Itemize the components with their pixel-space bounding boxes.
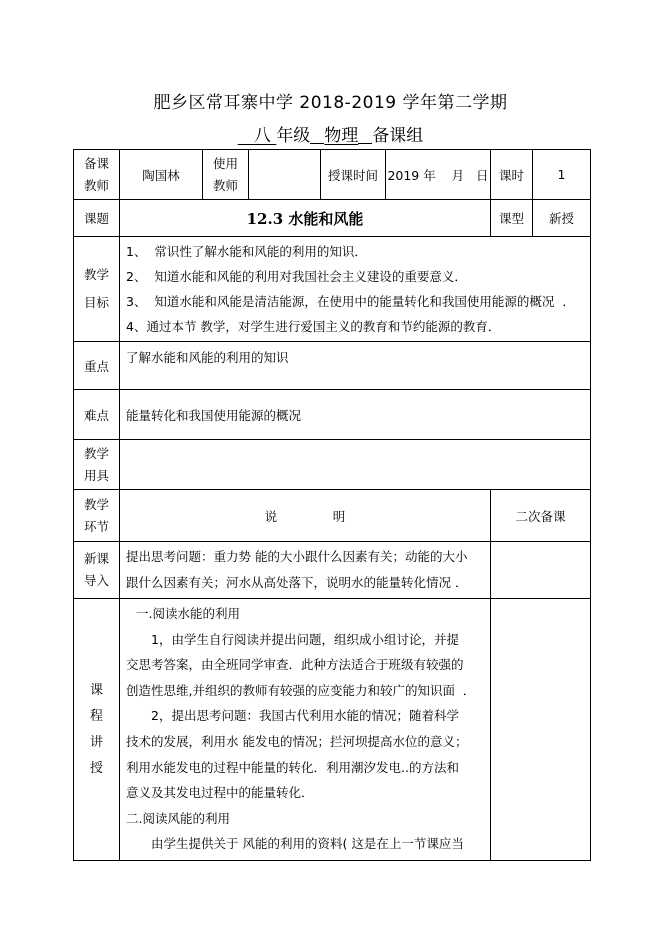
second-prep-header: 二次备课 bbox=[491, 490, 591, 542]
lecture-line: 创造性思维,并组织的教师有较强的应变能力和较广的知识面 ． bbox=[126, 682, 476, 698]
lesson-title: 12.3 水能和风能 bbox=[120, 200, 491, 237]
teacher-label: 备课 教师 bbox=[74, 150, 120, 200]
tools-row bbox=[74, 440, 591, 490]
grade-suffix: 年级 bbox=[276, 126, 311, 146]
teacher-name: 陶国林 bbox=[120, 150, 203, 200]
hours-label: 课时 bbox=[491, 150, 533, 200]
tools-text bbox=[120, 440, 591, 490]
document-subtitle bbox=[0, 121, 661, 146]
lecture-row bbox=[74, 599, 591, 861]
lecture-line: 交思考答案，由全班同学审查．此种方法适合于班级有较强的 bbox=[126, 657, 464, 673]
objective-item: 2、 知道水能和风能的利用对我国社会主义建设的重要意义． bbox=[126, 269, 467, 284]
lecture-label: 课 程 讲 授 bbox=[74, 599, 120, 861]
grade-value: 八 bbox=[253, 126, 271, 146]
group-label: 备课组 bbox=[372, 126, 424, 146]
tools-label: 教学 用具 bbox=[74, 440, 120, 490]
difficulty-text: 能量转化和我国使用能源的概况 bbox=[120, 390, 591, 440]
intro-line: 提出思考问题：重力势 能的大小跟什么因素有关；动能的大小 bbox=[126, 549, 468, 564]
user-label: 使用 教师 bbox=[203, 150, 249, 200]
lecture-line: 意义及其发电过程中的能量转化． bbox=[126, 785, 314, 801]
lecture-line: 二.阅读风能的利用 bbox=[126, 810, 230, 826]
topic-row bbox=[74, 200, 591, 237]
process-description-header: 说 明 bbox=[120, 490, 491, 542]
lecture-line: 一.阅读水能的利用 bbox=[136, 606, 240, 621]
lecture-line: 2，提出思考问题：我国古代利用水能的情况；随着科学 bbox=[151, 708, 459, 724]
lecture-line: 技术的发展，利用水 能发电的情况；拦河坝提高水位的意义； bbox=[126, 733, 468, 749]
lecture-line: 利用水能发电的过程中能量的转化．利用潮汐发电..的方法和 bbox=[126, 759, 459, 775]
type-value: 新授 bbox=[533, 200, 591, 237]
key-point-text: 了解水能和风能的利用的知识 bbox=[120, 342, 591, 390]
intro-line: 跟什么因素有关；河水从高处落下，说明水的能量转化情况 ． bbox=[126, 575, 468, 590]
objectives-row bbox=[74, 237, 591, 342]
intro-second-prep bbox=[491, 542, 591, 599]
lecture-line: 由学生提供关于 风能的利用的资料( 这是在上一节课应当 bbox=[151, 836, 464, 852]
objectives-list bbox=[120, 237, 591, 342]
lecture-second-prep bbox=[491, 599, 591, 861]
time-value: 2019 年 月 日 bbox=[386, 150, 491, 200]
time-label: 授课时间 bbox=[321, 150, 386, 200]
subject-value: 物理 bbox=[324, 126, 359, 146]
hours-value: 1 bbox=[533, 150, 591, 200]
objectives-label: 教学 目标 bbox=[74, 237, 120, 342]
objective-item: 4、通过本节 教学，对学生进行爱国主义的教育和节约能源的教育． bbox=[126, 319, 501, 334]
topic-label: 课题 bbox=[74, 200, 120, 237]
difficulty-label: 难点 bbox=[74, 390, 120, 440]
key-point-row bbox=[74, 342, 591, 390]
process-label: 教学 环节 bbox=[74, 490, 120, 542]
key-point-label: 重点 bbox=[74, 342, 120, 390]
lecture-text bbox=[120, 599, 491, 861]
intro-row bbox=[74, 542, 591, 599]
intro-label: 新课 导入 bbox=[74, 542, 120, 599]
user-name bbox=[249, 150, 321, 200]
intro-text bbox=[120, 542, 491, 599]
objective-item: 1、 常识性了解水能和风能的利用的知识． bbox=[126, 244, 367, 259]
document-title: 肥乡区常耳寨中学 2018-2019 学年第二学期 bbox=[153, 93, 508, 113]
lecture-line: 1，由学生自行阅读并提出问题，组织成小组讨论，并提 bbox=[151, 631, 459, 647]
process-header-row bbox=[74, 490, 591, 542]
objective-item: 3、 知道水能和风能是清洁能源，在使用中的能量转化和我国使用能源的概况 ． bbox=[126, 294, 575, 309]
lesson-plan-table bbox=[73, 149, 591, 861]
type-label: 课型 bbox=[491, 200, 533, 237]
difficulty-row bbox=[74, 390, 591, 440]
info-row bbox=[74, 150, 591, 200]
